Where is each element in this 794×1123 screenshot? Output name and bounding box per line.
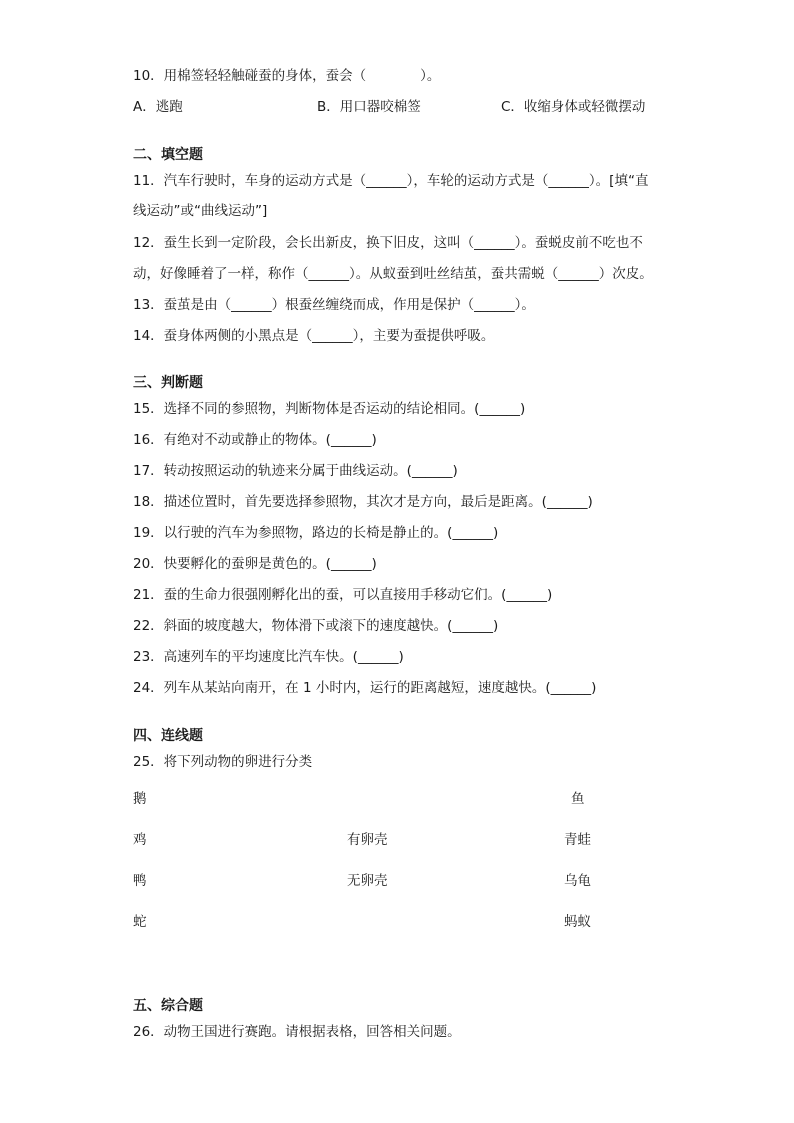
match-right-item: 青蛙 (564, 832, 591, 848)
question-12-line-2: 动，好像睡着了一样，称作（______）。从蚁蚕到吐丝结茧，蚕共需蜕（______）次皮。 (133, 266, 653, 282)
question-22: 22．斜面的坡度越大，物体滑下或滚下的速度越快。(______) (133, 618, 499, 634)
question-26: 26．动物王国进行赛跑。请根据表格，回答相关问题。 (133, 1024, 461, 1040)
match-left-item: 蛇 (133, 914, 147, 930)
question-17: 17．转动按照运动的轨迹来分属于曲线运动。(______) (133, 463, 458, 479)
match-right-item: 乌龟 (564, 873, 591, 889)
section-3-title: 三、判断题 (133, 375, 203, 391)
match-right-item: 蚂蚁 (564, 914, 591, 930)
question-23: 23．高速列车的平均速度比汽车快。(______) (133, 649, 404, 665)
match-left-item: 鸭 (133, 873, 147, 889)
question-16: 16．有绝对不动或静止的物体。(______) (133, 432, 377, 448)
question-13: 13．蚕茧是由（______）根蚕丝缠绕而成，作用是保护（______）。 (133, 297, 535, 313)
question-11-line-2: 线运动”或“曲线运动”] (133, 203, 268, 219)
section-4-title: 四、连线题 (133, 728, 203, 744)
question-21: 21．蚕的生命力很强刚孵化出的蚕，可以直接用手移动它们。(______) (133, 587, 553, 603)
match-left-item: 鹅 (133, 791, 147, 807)
q10-option-a: A．逃跑 (133, 99, 183, 115)
match-middle-item: 有卵壳 (347, 832, 388, 848)
match-right-item: 鱼 (571, 791, 585, 807)
q10-option-c: C．收缩身体或轻微摆动 (501, 99, 646, 115)
question-24: 24．列车从某站向南开，在 1 小时内，运行的距离越短，速度越快。(______) (133, 680, 597, 696)
question-18: 18．描述位置时，首先要选择参照物，其次才是方向，最后是距离。(______) (133, 494, 593, 510)
question-25: 25．将下列动物的卵进行分类 (133, 754, 313, 770)
question-19: 19．以行驶的汽车为参照物，路边的长椅是静止的。(______) (133, 525, 499, 541)
question-15: 15．选择不同的参照物，判断物体是否运动的结论相同。(______) (133, 401, 526, 417)
question-20: 20．快要孵化的蚕卵是黄色的。(______) (133, 556, 377, 572)
question-10: 10．用棉签轻轻触碰蚕的身体，蚕会（ ）。 (133, 68, 441, 84)
q10-option-b: B．用口器咬棉签 (317, 99, 421, 115)
section-2-title: 二、填空题 (133, 147, 203, 163)
question-12-line-1: 12．蚕生长到一定阶段，会长出新皮，换下旧皮，这叫（______）。蚕蜕皮前不吃也不 (133, 235, 643, 251)
match-left-item: 鸡 (133, 832, 147, 848)
match-middle-item: 无卵壳 (347, 873, 388, 889)
question-11-line-1: 11．汽车行驶时，车身的运动方式是（______），车轮的运动方式是（______）。[填“直 (133, 173, 649, 189)
question-14: 14．蚕身体两侧的小黑点是（______），主要为蚕提供呼吸。 (133, 328, 495, 344)
section-5-title: 五、综合题 (133, 998, 203, 1014)
